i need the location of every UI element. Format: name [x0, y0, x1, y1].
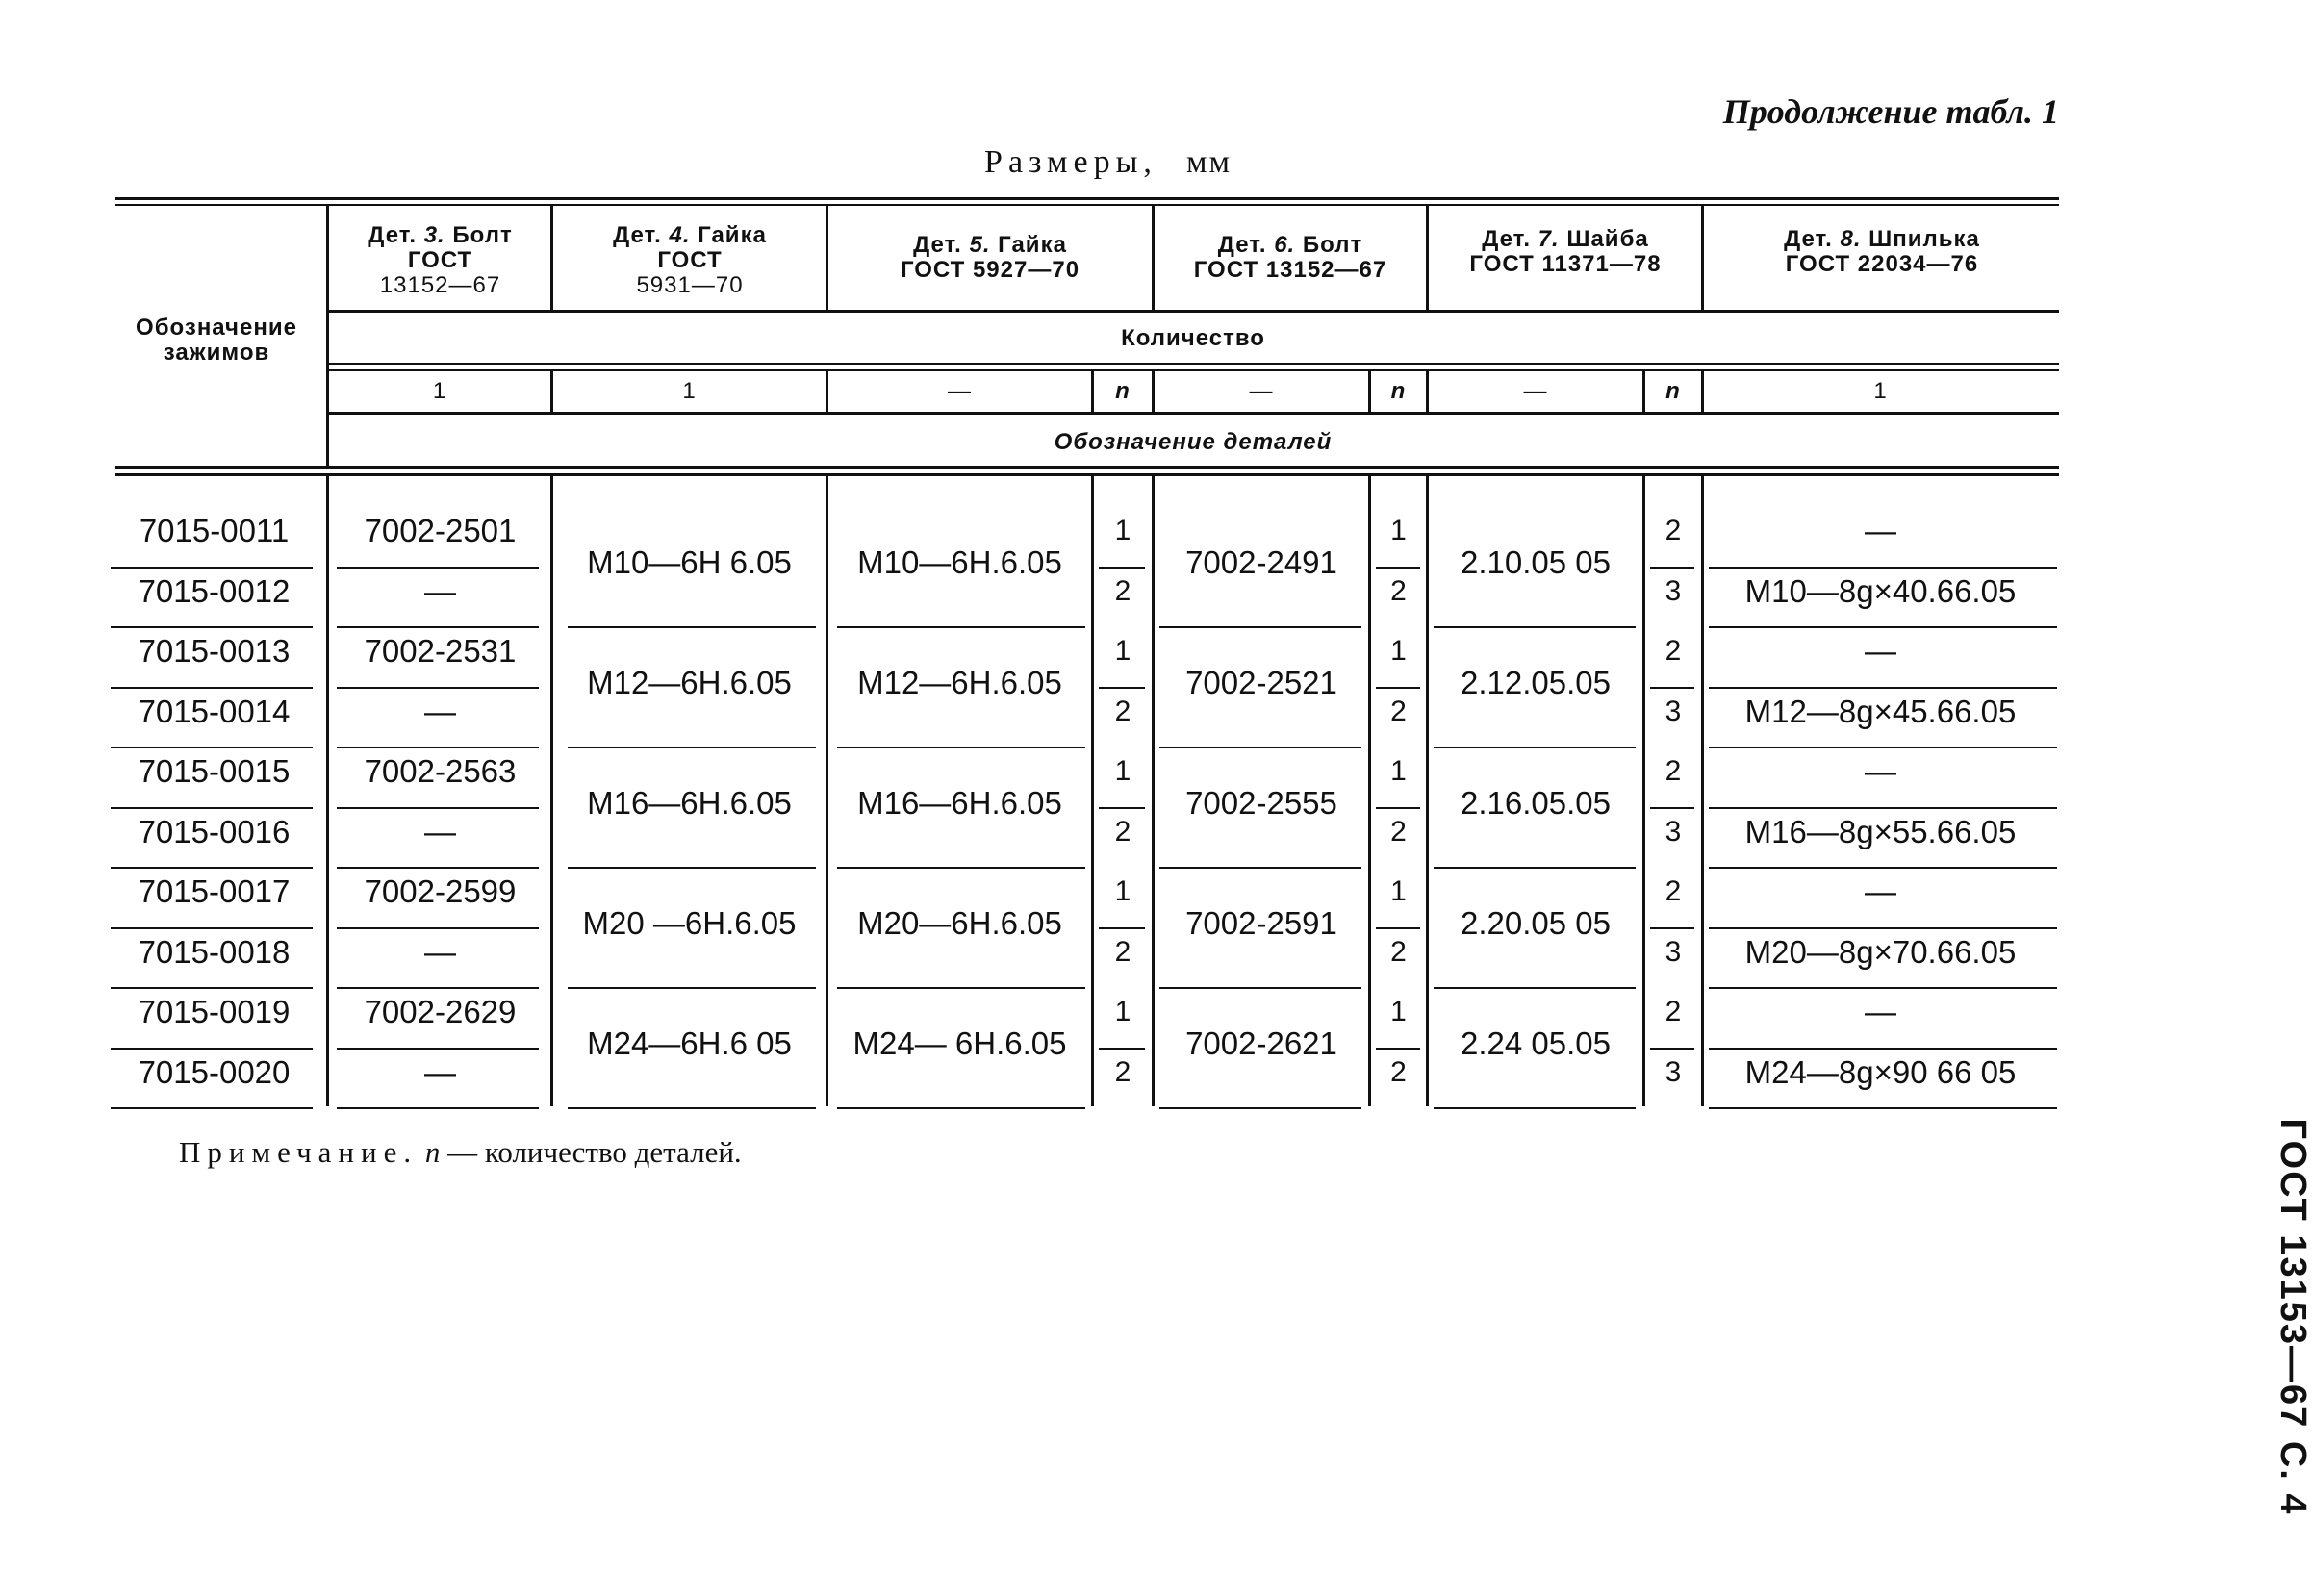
group-rule [1434, 747, 1636, 748]
qty-cell: n [1115, 378, 1131, 404]
col-header-num: 4. [669, 222, 691, 248]
col-separator [1426, 206, 1429, 310]
row-rule [1709, 867, 2057, 869]
col-separator [1152, 206, 1155, 310]
qty-n6: 2 [1390, 935, 1407, 968]
row-rule [111, 626, 313, 628]
qty-n6: 1 [1390, 996, 1407, 1027]
bolt-6-code: 7002-2591 [1185, 904, 1337, 941]
group-rule [568, 867, 816, 869]
qty-cell: 1 [682, 378, 697, 404]
fraction-rule [1376, 1048, 1420, 1050]
col-header-name: Гайка [998, 232, 1067, 258]
qty-n5: 2 [1114, 935, 1131, 968]
col-header-line2: ГОСТ [407, 247, 473, 273]
bolt-6-code: 7002-2521 [1185, 664, 1337, 700]
fraction-rule [1099, 807, 1145, 809]
col-header-line3: 13152—67 [379, 272, 501, 298]
sizes-caption-word: Размеры, [984, 144, 1157, 180]
nut-5-code: M24— 6H.6.05 [852, 1025, 1067, 1061]
col-header-bolt-3 [332, 223, 548, 298]
washer-7-code: 2.12.05.05 [1461, 664, 1611, 700]
row-rule [111, 747, 313, 748]
table-top-rule-thin [115, 204, 2059, 206]
qty-n7: 3 [1665, 935, 1682, 968]
col-separator [550, 206, 553, 310]
fraction-rule [1376, 807, 1420, 809]
qty-n5: 1 [1114, 875, 1131, 907]
row-rule [111, 867, 313, 869]
clamp-code: 7015-0011 [139, 513, 290, 548]
stud-8-code: — [1865, 633, 1896, 669]
group-rule [1434, 867, 1636, 869]
washer-7-code: 2.10.05 05 [1461, 544, 1611, 580]
group-rule [568, 626, 816, 628]
qty-n5: 2 [1114, 574, 1131, 607]
bolt-3-code: 7002-2501 [364, 513, 517, 548]
bolt-3-code: 7002-2629 [364, 994, 517, 1029]
washer-7-code: 2.16.05.05 [1461, 784, 1611, 821]
col-header-line2: ГОСТ 22034—76 [1785, 251, 1979, 277]
qty-cell: 1 [1873, 378, 1888, 404]
clamp-code: 7015-0016 [138, 813, 291, 849]
nut-4-code: M10—6H 6.05 [587, 544, 792, 580]
row-rule [1709, 987, 2057, 989]
note-symbol: n [424, 1135, 441, 1169]
qty-n6: 2 [1390, 574, 1407, 607]
qty-n7: 3 [1665, 815, 1682, 848]
stud-8-code: — [1865, 513, 1896, 548]
bolt-3-code: — [424, 572, 456, 609]
group-rule [1434, 626, 1636, 628]
group-rule [837, 987, 1085, 989]
qty-n6: 1 [1390, 635, 1407, 667]
qty-n5: 2 [1114, 1055, 1131, 1088]
nut-4-code: M24—6H.6 05 [587, 1025, 792, 1061]
bolt-3-code: 7002-2563 [364, 753, 517, 789]
stud-8-code: M16—8g×55.66.05 [1744, 813, 2017, 849]
fraction-rule [1376, 687, 1420, 689]
qty-cell: n [1665, 378, 1681, 404]
col-header-det: Дет. [1784, 226, 1833, 252]
row-rule [111, 1048, 313, 1050]
continuation-label: Продолжение табл. 1 [1722, 92, 2059, 131]
note-text: — количество деталей. [447, 1135, 742, 1169]
stud-8-code: — [1865, 994, 1896, 1029]
qty-n7: 3 [1665, 1055, 1682, 1088]
group-rule [837, 747, 1085, 748]
row-rule [1709, 747, 2057, 748]
clamp-code: 7015-0015 [138, 753, 291, 789]
nut-4-code: M20 —6H.6.05 [582, 904, 797, 941]
sizes-caption-unit: мм [1185, 144, 1232, 180]
col-header-line3: 5931—70 [636, 272, 744, 298]
col-header-line2: ГОСТ 11371—78 [1469, 251, 1662, 277]
row-rule [337, 927, 539, 929]
fraction-rule [1650, 1048, 1694, 1050]
qty-n5: 1 [1114, 996, 1131, 1027]
group-rule [1159, 747, 1361, 748]
col-header-num: 8. [1840, 226, 1862, 252]
group-rule [337, 747, 539, 748]
col-header-num: 5. [969, 232, 991, 258]
bolt-3-code: — [424, 933, 456, 970]
row-rule [337, 1048, 539, 1050]
col-header-det: Дет. [913, 232, 962, 258]
col-header-num: 6. [1274, 232, 1296, 258]
bolt-6-code: 7002-2491 [1185, 544, 1337, 580]
group-rule [337, 867, 539, 869]
col-header-name: Болт [452, 222, 513, 248]
group-rule [337, 626, 539, 628]
clamp-code: 7015-0017 [138, 874, 291, 909]
nut-4-code: M12—6H.6.05 [587, 664, 792, 700]
fraction-rule [1099, 927, 1145, 929]
body-top-rule-2 [115, 473, 2059, 476]
bolt-6-code: 7002-2621 [1185, 1025, 1337, 1061]
col-header-stud-8 [1707, 227, 2057, 277]
col-header-bolt-6 [1157, 233, 1423, 283]
nut-5-code: M20—6H.6.05 [857, 904, 1062, 941]
col-separator [826, 206, 828, 310]
stud-8-code: M10—8g×40.66.05 [1744, 572, 2017, 609]
col-header-num: 3. [423, 222, 445, 248]
row-rule [1709, 1107, 2057, 1109]
qty-cell: n [1390, 378, 1407, 404]
stud-8-code: — [1865, 874, 1896, 909]
qty-n7: 2 [1665, 755, 1682, 787]
washer-7-code: 2.24 05.05 [1461, 1025, 1611, 1061]
qty-n5: 1 [1114, 635, 1131, 667]
fraction-rule [1650, 807, 1694, 809]
qty-n5: 2 [1114, 695, 1131, 727]
table-top-rule [115, 197, 2059, 200]
row-rule [337, 687, 539, 689]
bolt-3-code: 7002-2599 [364, 874, 517, 909]
fraction-rule [1650, 567, 1694, 569]
group-rule [1434, 987, 1636, 989]
bolt-3-code: 7002-2531 [364, 633, 517, 669]
col-header-name: Гайка [698, 222, 767, 248]
header-rule-2 [327, 363, 2059, 365]
note-label: Примечание. [179, 1135, 419, 1169]
group-rule [1159, 987, 1361, 989]
clamp-code: 7015-0013 [138, 633, 291, 669]
qty-n6: 2 [1390, 1055, 1407, 1088]
clamp-code: 7015-0019 [138, 994, 291, 1029]
qty-n6: 2 [1390, 815, 1407, 848]
group-rule [337, 1107, 539, 1109]
stud-8-code: M20—8g×70.66.05 [1744, 933, 2017, 970]
fraction-rule [1099, 687, 1145, 689]
row-rule [1709, 626, 2057, 628]
fraction-rule [1099, 567, 1145, 569]
col-separator [326, 476, 329, 1106]
group-rule [1159, 1107, 1361, 1109]
qty-n7: 2 [1665, 635, 1682, 667]
col-separator [1701, 206, 1704, 310]
qty-n7: 2 [1665, 515, 1682, 546]
qty-cell: — [1249, 378, 1274, 404]
row-rule [111, 567, 313, 569]
row-rule [1709, 567, 2057, 569]
col-header-num: 7. [1538, 226, 1560, 252]
qty-n5: 1 [1114, 755, 1131, 787]
stud-8-code: — [1865, 753, 1896, 789]
col-header-nut-4 [556, 223, 824, 298]
col-header-det: Дет. [613, 222, 662, 248]
row-rule [111, 927, 313, 929]
group-rule [568, 987, 816, 989]
row-rule [1709, 1048, 2057, 1050]
row-rule [337, 567, 539, 569]
clamp-code: 7015-0014 [138, 693, 291, 729]
nut-4-code: M16—6H.6.05 [587, 784, 792, 821]
qty-cell: — [948, 378, 972, 404]
qty-n6: 2 [1390, 695, 1407, 727]
nut-5-code: M16—6H.6.05 [857, 784, 1062, 821]
body-top-rule [115, 466, 2059, 469]
col-header-det: Дет. [1482, 226, 1531, 252]
fraction-rule [1650, 927, 1694, 929]
clamp-code: 7015-0020 [138, 1053, 291, 1090]
row-header-label: Обозначение зажимов [136, 315, 297, 366]
group-rule [1434, 1107, 1636, 1109]
bolt-3-code: — [424, 693, 456, 729]
qty-n7: 2 [1665, 996, 1682, 1027]
stud-8-code: M12—8g×45.66.05 [1744, 693, 2017, 729]
group-rule [568, 1107, 816, 1109]
row-rule [111, 687, 313, 689]
clamp-code: 7015-0018 [138, 933, 291, 970]
table-note [179, 1135, 742, 1170]
qty-n7: 3 [1665, 695, 1682, 727]
bolt-6-code: 7002-2555 [1185, 784, 1337, 821]
document-code: ГОСТ 13153—67 С. 4 [2273, 1118, 2313, 1516]
qty-n6: 1 [1390, 515, 1407, 546]
nut-5-code: M10—6H.6.05 [857, 544, 1062, 580]
col-header-line2: ГОСТ 5927—70 [900, 257, 1080, 283]
washer-7-code: 2.20.05 05 [1461, 904, 1611, 941]
fraction-rule [1650, 687, 1694, 689]
bolt-3-code: — [424, 813, 456, 849]
col-header-det: Дет. [368, 222, 418, 248]
qty-n5: 2 [1114, 815, 1131, 848]
row-rule [1709, 687, 2057, 689]
col-header-name: Шайба [1566, 226, 1649, 252]
row-rule [111, 807, 313, 809]
group-rule [568, 747, 816, 748]
fraction-rule [1099, 1048, 1145, 1050]
clamp-code: 7015-0012 [138, 572, 291, 609]
row-rule [111, 1107, 313, 1109]
group-rule [837, 867, 1085, 869]
row-rule [337, 807, 539, 809]
group-rule [837, 626, 1085, 628]
qty-cell: — [1523, 378, 1548, 404]
qty-n7: 3 [1665, 574, 1682, 607]
bolt-3-code: — [424, 1053, 456, 1090]
col-header-line2: ГОСТ 13152—67 [1193, 257, 1387, 283]
col-header-name: Болт [1302, 232, 1363, 258]
col-header-line2: ГОСТ [657, 247, 723, 273]
row-rule [111, 987, 313, 989]
quantity-label: Количество [1121, 325, 1265, 351]
group-rule [337, 987, 539, 989]
qty-n6: 1 [1390, 755, 1407, 787]
qty-n6: 1 [1390, 875, 1407, 907]
qty-cell: 1 [432, 378, 447, 404]
header-rule-4 [327, 412, 2059, 415]
group-rule [1159, 867, 1361, 869]
stud-8-code: M24—8g×90 66 05 [1744, 1053, 2017, 1090]
col-header-washer-7 [1432, 227, 1699, 277]
fraction-rule [1376, 927, 1420, 929]
col-header-nut-5 [831, 233, 1149, 283]
row-rule [1709, 807, 2057, 809]
details-label: Обозначение деталей [1054, 429, 1333, 455]
row-rule [1709, 927, 2057, 929]
fraction-rule [1376, 567, 1420, 569]
group-rule [1159, 626, 1361, 628]
header-rule-1 [327, 310, 2059, 313]
group-rule [837, 1107, 1085, 1109]
qty-n7: 2 [1665, 875, 1682, 907]
header-rule-3 [327, 369, 2059, 371]
col-header-name: Шпилька [1868, 226, 1980, 252]
nut-5-code: M12—6H.6.05 [857, 664, 1062, 700]
col-header-det: Дет. [1217, 232, 1267, 258]
qty-n5: 1 [1114, 515, 1131, 546]
